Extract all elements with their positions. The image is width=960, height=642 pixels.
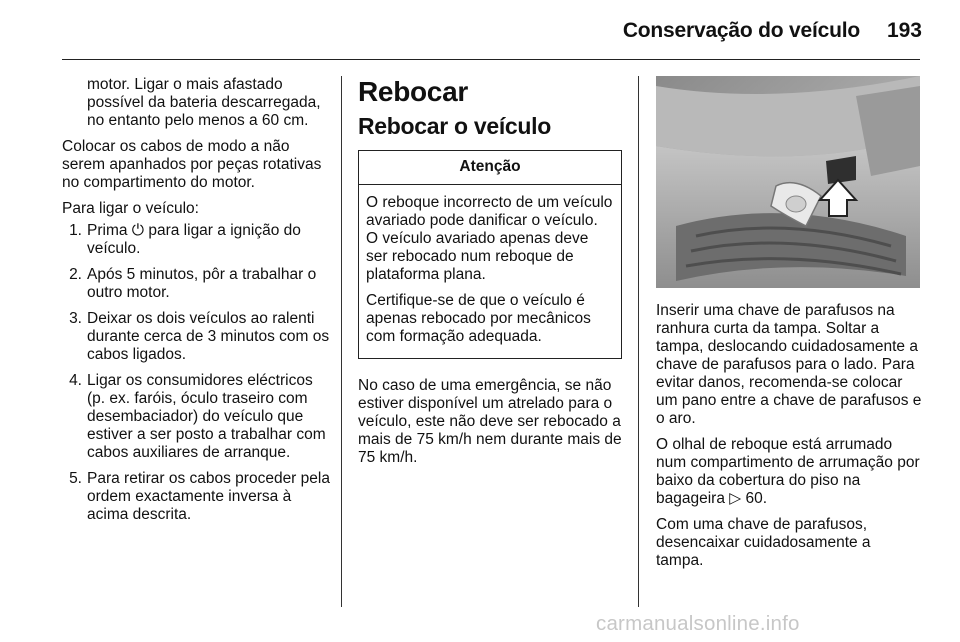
car-front-tow-cover-photo [656, 76, 920, 288]
continuation-text: motor. Ligar o mais afastado possível da bateria descarregada, no entanto pelo menos a 60 cm. [87, 76, 321, 129]
list-item [62, 372, 330, 462]
column-2 [358, 76, 622, 475]
list-item [62, 222, 330, 258]
paragraph-tow-eye: O olhal de reboque está arrumado num compartimento de arrumação por baixo da cobertura do piso na bagageira ▷ 60. [656, 436, 920, 507]
step-text: Ligar os consumidores eléctricos (p. ex. faróis, óculo traseiro com desembaciador) do veículo que estiver a ser posto a trabalhar com cabos auxiliares de arranque. [87, 372, 326, 461]
warning-box [358, 150, 622, 359]
step-text: Prima ⏻ para ligar a ignição do veículo. [87, 222, 301, 257]
column-divider-left [341, 76, 342, 607]
step-number: 3. [69, 310, 82, 327]
warning-paragraph: Certifique-se de que o veículo é apenas rebocado por mecânicos com formação adequada. [366, 292, 591, 345]
list-item [62, 266, 330, 302]
column-3 [656, 302, 922, 578]
paragraph-start-intro: Para ligar o veículo: [62, 200, 199, 217]
subsection-heading: Rebocar o veículo [358, 113, 552, 139]
step-number: 2. [69, 266, 82, 283]
paragraph-cables: Colocar os cabos de modo a não serem apanhados por peças rotativas no compartimento do motor. [62, 138, 322, 191]
list-item [62, 310, 330, 364]
paragraph-remove-cover: Com uma chave de parafusos, desencaixar cuidadosamente a tampa. [656, 516, 871, 569]
step-text: Deixar os dois veículos ao ralenti durante cerca de 3 minutos com os cabos ligados. [87, 310, 330, 363]
column-1 [62, 76, 330, 532]
page-header-title: Conservação do veículo [622, 19, 860, 42]
steps-list [62, 222, 330, 524]
step-number: 5. [69, 470, 82, 487]
warning-body [359, 185, 621, 358]
warning-paragraph: O reboque incorrecto de um veículo avariado pode danificar o veículo. O veículo avariado apenas deve ser rebocado num reboque de plataforma plana. [366, 194, 613, 283]
column-divider-right [638, 76, 639, 607]
step-number: 4. [69, 372, 82, 389]
step-text: Após 5 minutos, pôr a trabalhar o outro motor. [87, 266, 317, 301]
section-heading: Rebocar [358, 76, 468, 107]
warning-title: Atenção [359, 151, 621, 185]
page-number: 193 [886, 19, 922, 42]
step-text: Para retirar os cabos proceder pela ordem exactamente inversa à acima descrita. [87, 470, 330, 523]
step-number: 1. [69, 222, 82, 239]
list-item [62, 470, 330, 524]
header-rule [62, 59, 920, 60]
watermark: carmanualsonline.info [596, 612, 800, 635]
paragraph-screwdriver: Inserir uma chave de parafusos na ranhura curta da tampa. Soltar a tampa, deslocando cuidadosamente a chave de parafusos para o lado. Para evitar danos, recomenda-se colocar um pano entre a chave de parafusos e o aro. [656, 302, 922, 427]
paragraph-emergency: No caso de uma emergência, se não estiver disponível um atrelado para o veículo, este não deve ser rebocado a mais de 75 km/h nem durante mais de 75 km/h. [358, 377, 622, 466]
